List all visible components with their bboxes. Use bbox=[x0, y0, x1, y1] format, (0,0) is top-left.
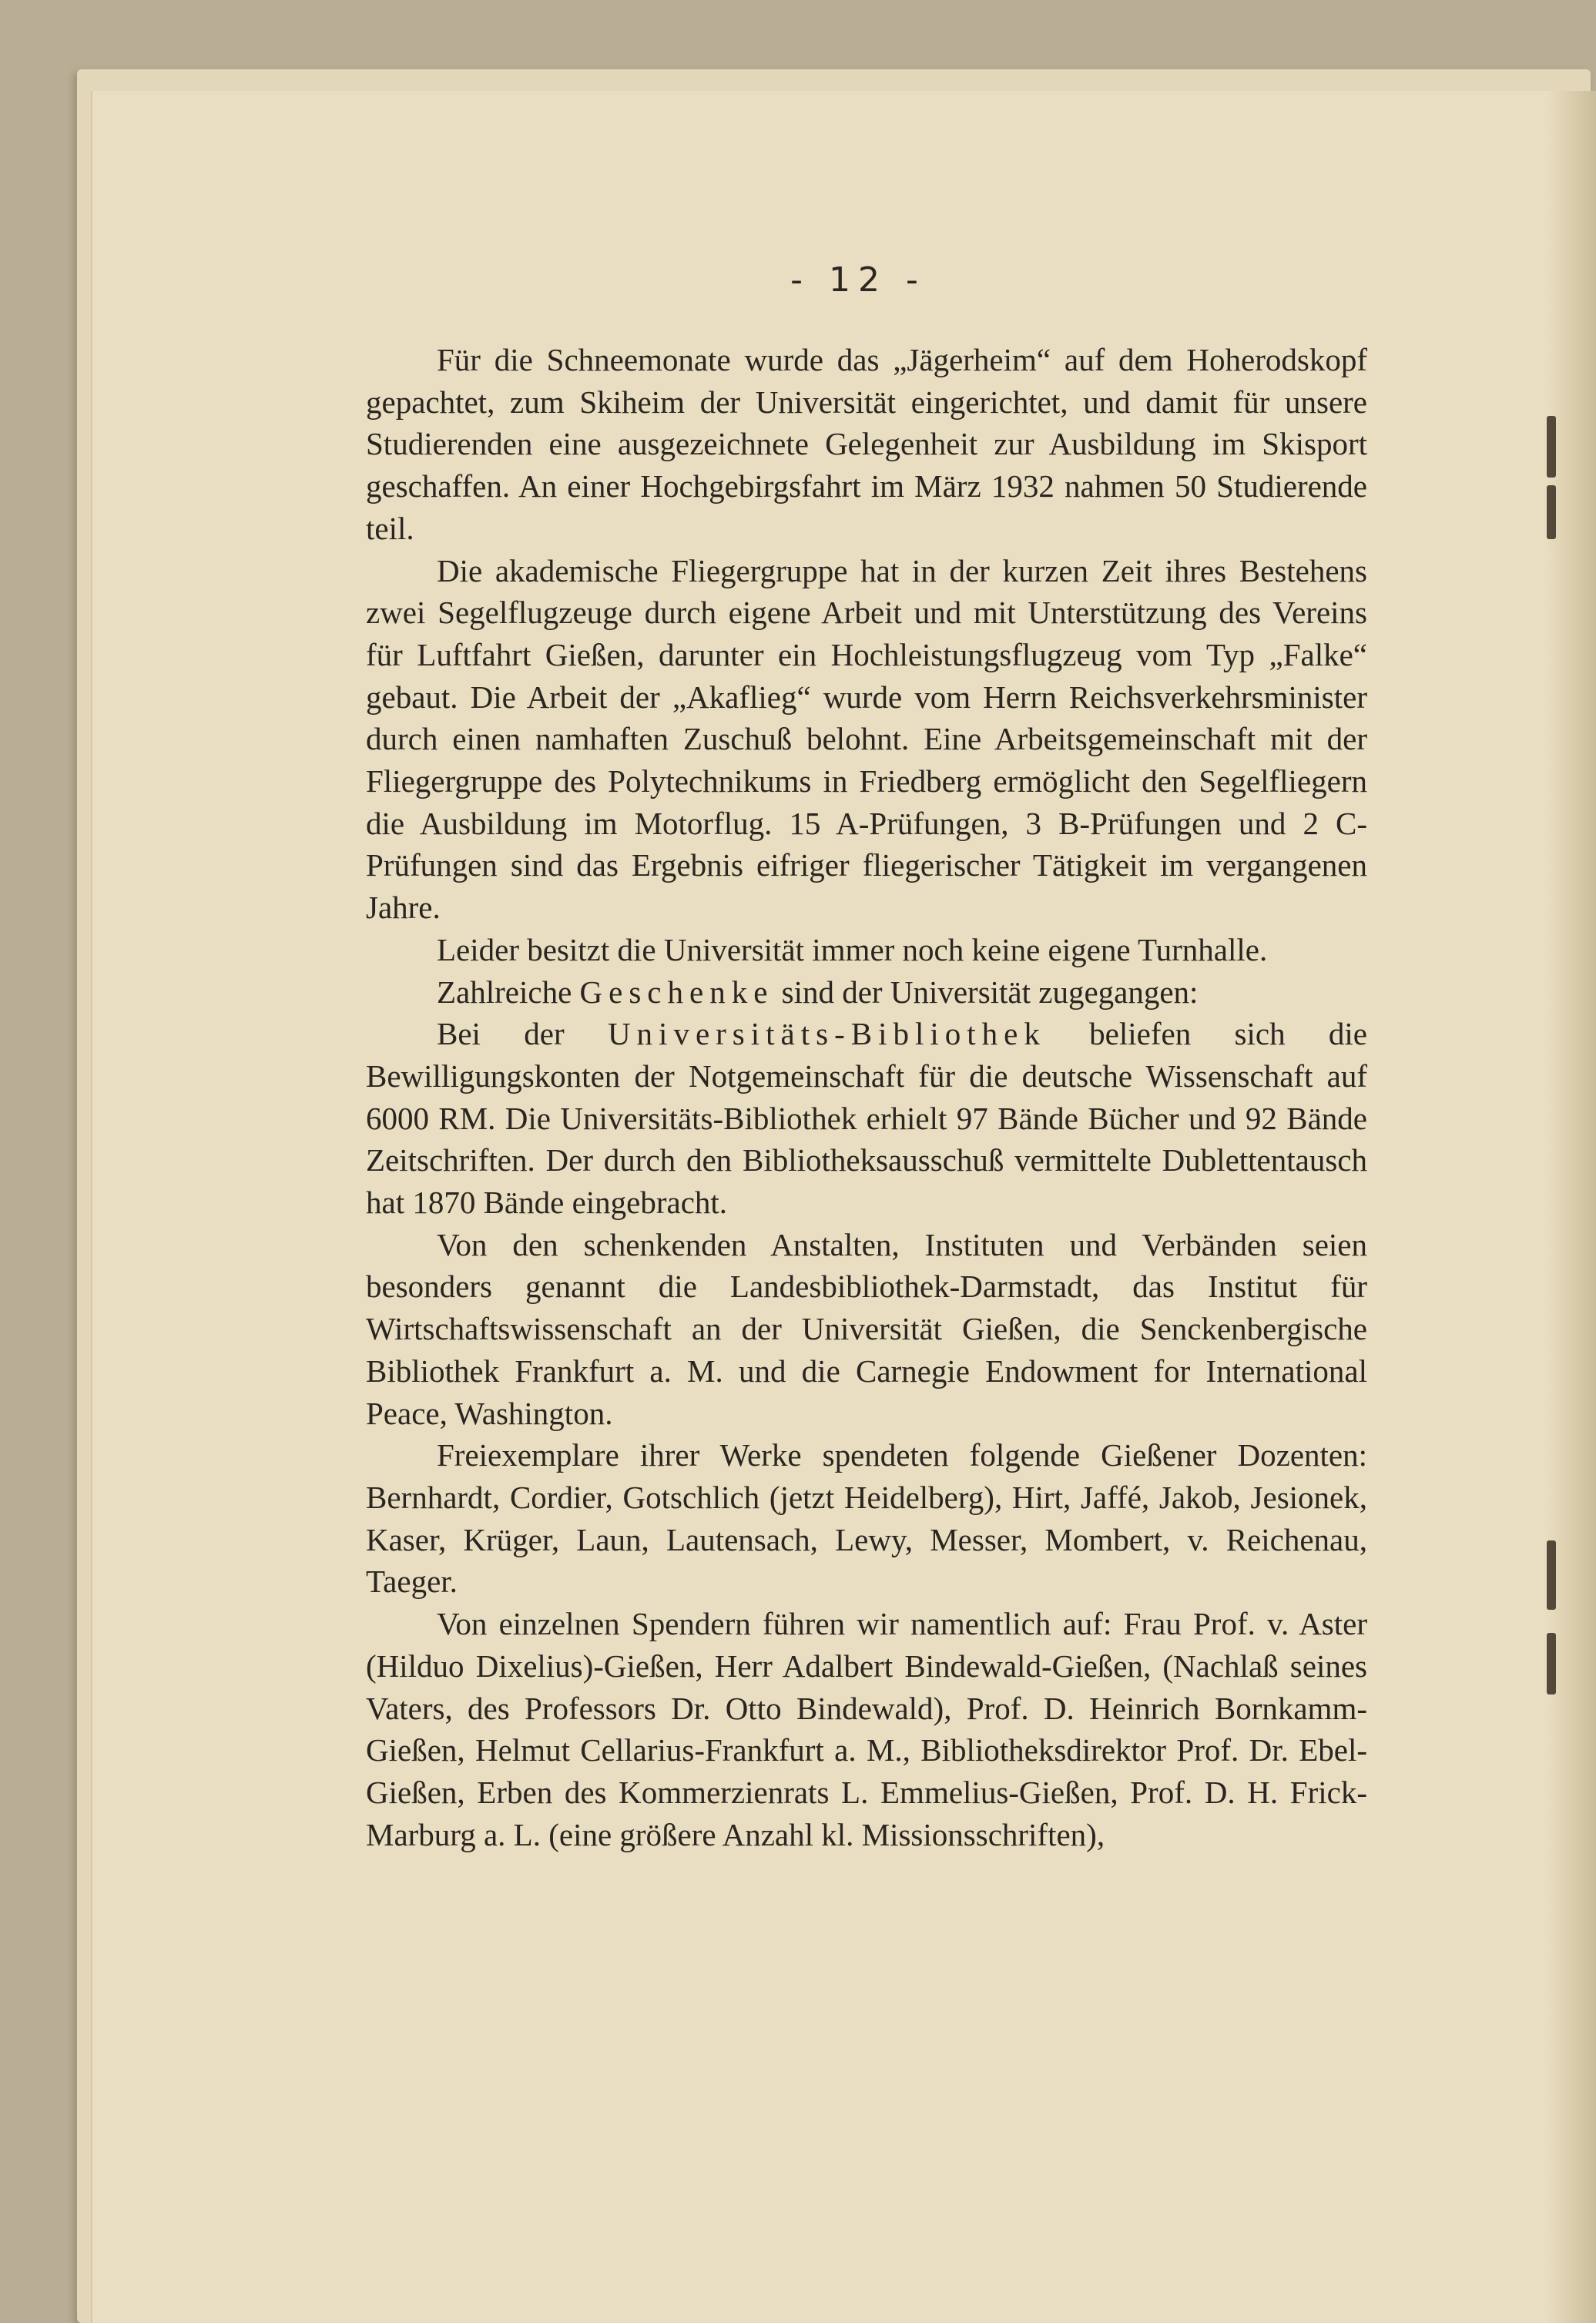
paragraph: Für die Schneemonate wurde das „Jägerheim“ auf dem Hoherodskopf gepachtet, zum Skiheim der Universität eingerichtet, und damit für unsere Studierenden eine ausgezeichnete Gelegenheit zur Ausbildung im Skisport geschaffen. An einer Hochgebirgsfahrt im März 1932 nahmen 50 Studierende teil. bbox=[366, 342, 1367, 546]
page-number: - 12 - bbox=[790, 260, 926, 300]
body-text bbox=[366, 339, 1367, 2018]
paragraph-text: sind der Universität zugegangen: bbox=[773, 974, 1199, 1010]
paragraph-text: Bei der bbox=[437, 1016, 608, 1052]
paragraph: Freiexemplare ihrer Werke spendeten folgende Gießener Dozenten: Bernhardt, Cordier, Gotschlich (jetzt Heidelberg), Hirt, Jaffé, Jakob, Jesionek, Kaser, Krüger, Laun, Lautensach, Lewy, Messer, Mombert, v. Reichenau, Taeger. bbox=[366, 1437, 1367, 1600]
paragraph-text: beliefen sich die Bewilligungskonten der Notgemeinschaft für die deutsche Wissenschaft auf 6000 RM. Die Universitäts-Bibliothek erhielt 97 Bände Bücher und 92 Bände Zeitschriften. Der durch den Bibliotheksausschuß vermittelte Dublettentausch hat 1870 Bände eingebracht. bbox=[366, 1016, 1367, 1221]
paragraph-text: Zahlreiche bbox=[437, 974, 580, 1010]
paragraph: Von einzelnen Spendern führen wir namentlich auf: Frau Prof. v. Aster (Hilduo Dixelius)-Gießen, Herr Adalbert Bindewald-Gießen, (Nachlaß seines Vaters, des Professors Dr. Otto Bindewald), Prof. D. Heinrich Bornkamm-Gießen, Helmut Cellarius-Frankfurt a. M., Bibliotheksdirektor Prof. Dr. Ebel-Gießen, Erben des Kommerzienrats L. Emmelius-Gießen, Prof. D. H. Frick-Marburg a. L. (eine größere Anzahl kl. Missionsschriften), bbox=[366, 1606, 1367, 1852]
paragraph bbox=[366, 971, 1367, 1014]
emphasized-text: Geschenke bbox=[579, 974, 774, 1010]
emphasized-text: Universitäts-Bibliothek bbox=[607, 1016, 1046, 1052]
binding-mark bbox=[1547, 416, 1556, 478]
paragraph: Die akademische Fliegergruppe hat in der kurzen Zeit ihres Bestehens zwei Segelflugzeuge durch eigene Arbeit und mit Unterstützung des Vereins für Luftfahrt Gießen, darunter ein Hochleistungsflugzeug vom Typ „Falke“ gebaut. Die Arbeit der „Akaflieg“ wurde vom Herrn Reichsverkehrsminister durch einen namhaften Zuschuß belohnt. Eine Arbeitsgemeinschaft mit der Fliegergruppe des Polytechnikums in Friedberg ermöglicht den Segelfliegern die Ausbildung im Motorflug. 15 A-Prüfungen, 3 B-Prüfungen und 2 C-Prüfungen sind das Ergebnis eifriger fliegerischer Tätigkeit im vergangenen Jahre. bbox=[366, 552, 1367, 926]
paragraph bbox=[366, 1013, 1367, 1224]
paragraph: Leider besitzt die Universität immer noch keine eigene Turnhalle. bbox=[437, 931, 1268, 967]
binding-mark bbox=[1547, 485, 1556, 539]
binding-mark bbox=[1547, 1633, 1556, 1694]
paragraph: Von den schenkenden Anstalten, Instituten und Verbänden seien besonders genannt die Landesbibliothek-Darmstadt, das Institut für Wirtschaftswissenschaft an der Universität Gießen, die Senckenbergische Bibliothek Frankfurt a. M. und die Carnegie Endowment for International Peace, Washington. bbox=[366, 1226, 1367, 1431]
binding-mark bbox=[1547, 1540, 1556, 1610]
